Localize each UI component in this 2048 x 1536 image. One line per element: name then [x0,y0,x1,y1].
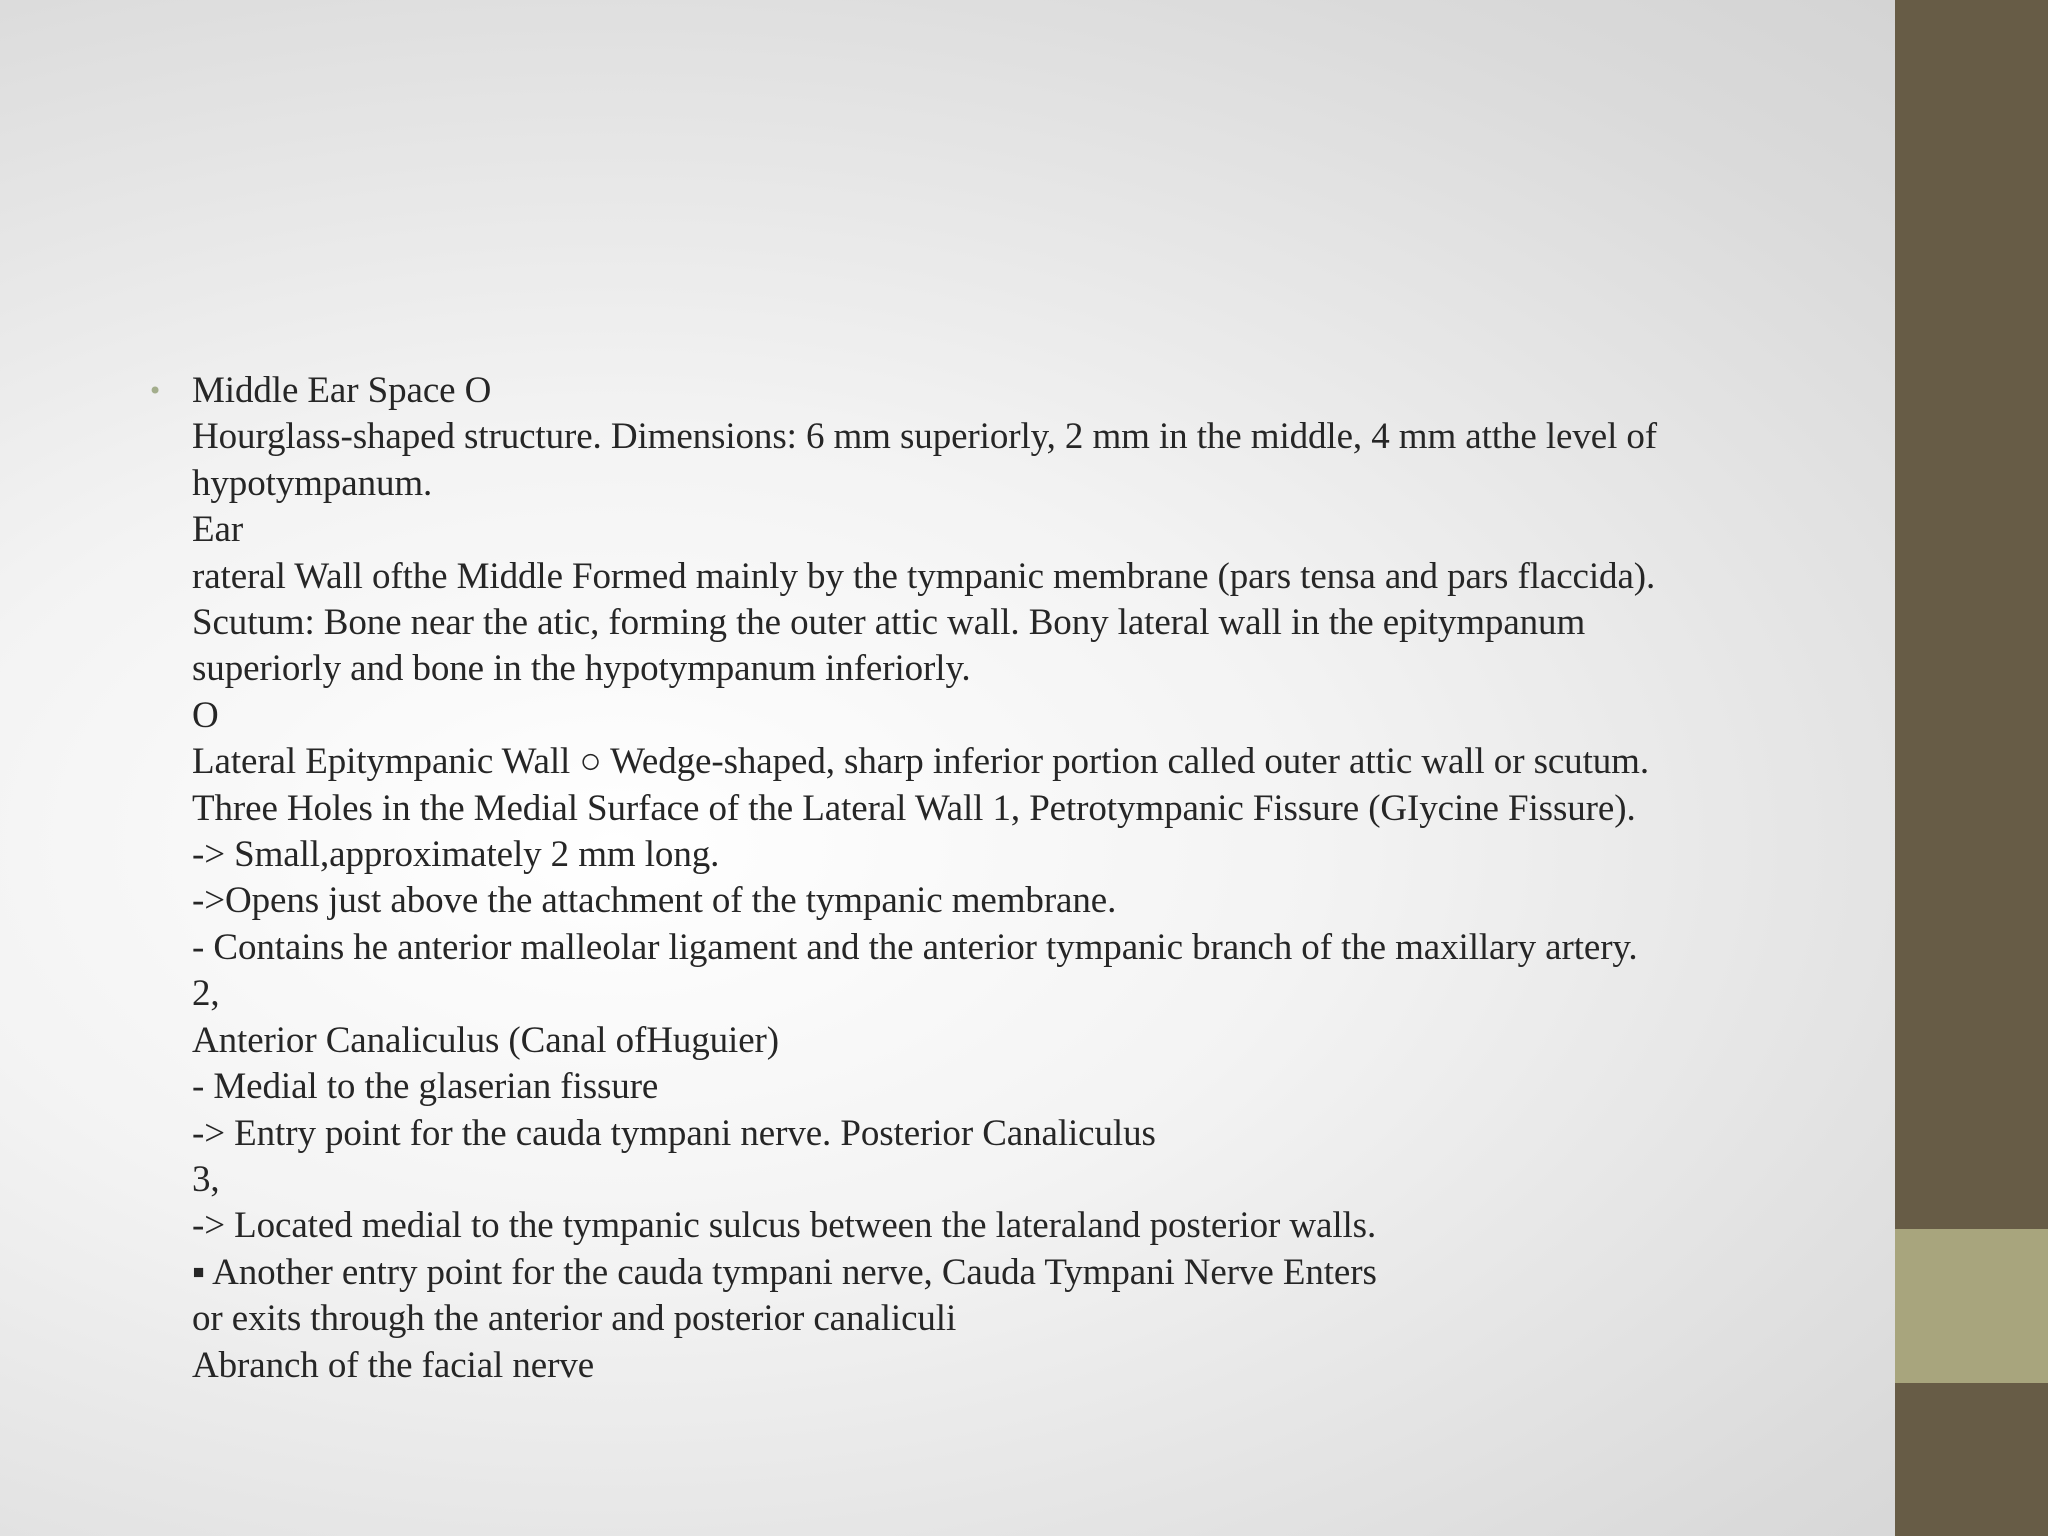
body-text-line: rateral Wall ofthe Middle Formed mainly by the tympanic membrane (pars tensa and pars flaccida). [192,555,1656,597]
body-text-line: 3, [192,1158,220,1200]
sidebar-band-top [1895,0,2048,1229]
body-text-line: -> Entry point for the cauda tympani nerve. Posterior Canaliculus [192,1112,1156,1154]
body-text-line: - Medial to the glaserian fissure [192,1066,659,1108]
body-text-line: -> Located medial to the tympanic sulcus between the lateraland posterior walls. [192,1205,1377,1247]
body-text-line: O [192,694,219,736]
body-text-line: or exits through the anterior and posterior canaliculi [192,1298,957,1340]
body-text-line: - Contains he anterior malleolar ligament and the anterior tympanic branch of the maxillary artery. [192,926,1638,968]
bullet-marker: • [148,377,163,405]
body-text-line: Anterior Canaliculus (Canal ofHuguier) [192,1019,779,1061]
body-text-line: hypotympanum. [192,462,433,504]
body-text-line: -> Small,approximately 2 mm long. [192,834,720,876]
body-text-line: Ear [192,509,244,551]
body-text-line: Middle Ear Space O [192,370,492,411]
body-text-line: Scutum: Bone near the atic, forming the outer attic wall. Bony lateral wall in the epitympanum [192,602,1586,644]
body-text-line: ▪ Another entry point for the cauda tympani nerve, Cauda Tympani Nerve Enters [192,1251,1377,1293]
body-text-line: superiorly and bone in the hypotympanum inferiorly. [192,648,971,690]
sidebar-band-accent [1895,1229,2048,1383]
decorative-sidebar [1895,0,2048,1536]
body-text-line: Three Holes in the Medial Surface of the Lateral Wall 1, Petrotympanic Fissure (GIycine Fissure). [192,787,1636,829]
body-text-line: Lateral Epitympanic Wall ○ Wedge-shaped, sharp inferior portion called outer attic wall or scutum. [192,741,1649,783]
body-text-lines [192,368,1882,1389]
body-text-line: Abranch of the facial nerve [192,1344,595,1386]
sidebar-band-bottom [1895,1383,2048,1536]
body-text-line: ->Opens just above the attachment of the tympanic membrane. [192,880,1117,922]
body-text-line: Hourglass-shaped structure. Dimensions: 6 mm superiorly, 2 mm in the middle, 4 mm atthe level of [192,416,1658,458]
body-text-line: 2, [192,973,220,1015]
